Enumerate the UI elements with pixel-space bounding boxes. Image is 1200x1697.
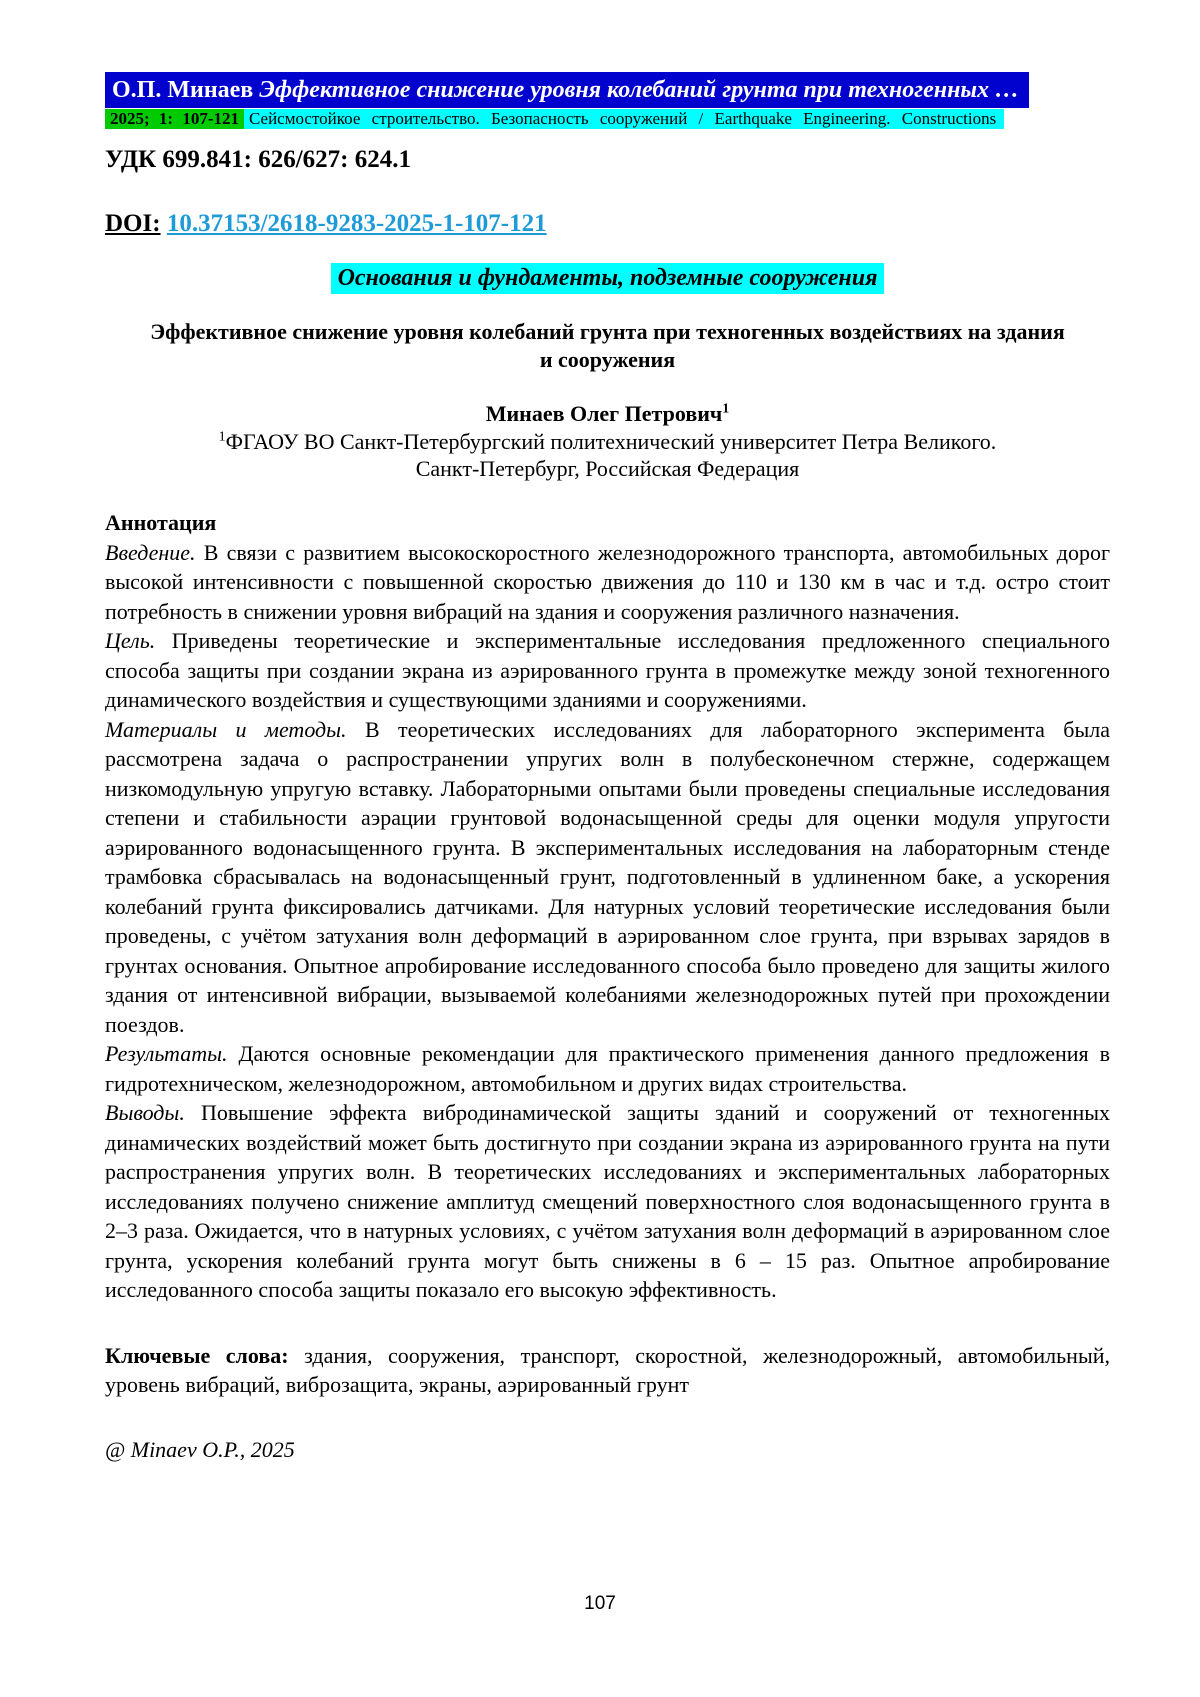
paragraph-text: Приведены теоретические и экспериментальные исследования предложенного специального способа защиты при создании экрана из аэрированного грунта в промежутке между зоной техногенного динамического воздействия и существующими зданиями и сооружениями. bbox=[105, 628, 1110, 712]
affiliation-city: Санкт-Петербург, Российская Федерация bbox=[415, 456, 800, 481]
abstract-paragraph-conclusions bbox=[105, 1098, 1110, 1305]
affiliation-marker: 1 bbox=[218, 429, 226, 445]
running-header-author: О.П. Минаев bbox=[112, 77, 254, 103]
journal-name: Сейсмостойкое строительство. Безопасность сооружений / Earthquake Engineering. Constructions bbox=[244, 109, 1004, 129]
running-header-journal-bar bbox=[105, 108, 1004, 129]
udk-number: УДК 699.841: 626/627: 624.1 bbox=[105, 146, 411, 173]
paragraph-label: Материалы и методы. bbox=[105, 716, 347, 742]
running-header bbox=[105, 72, 1029, 129]
article-title: Эффективное снижение уровня колебаний грунта при техногенных воздействиях на здания и сооружения bbox=[150, 319, 1065, 372]
paragraph-label: Выводы. bbox=[105, 1100, 185, 1125]
paragraph-label: Цель. bbox=[105, 628, 156, 653]
page-number: 107 bbox=[584, 1593, 616, 1614]
doi-label: DOI: bbox=[105, 210, 161, 237]
doi-line bbox=[105, 210, 1110, 238]
keywords-line bbox=[105, 1341, 1110, 1400]
copyright-line: @ Minaev O.P., 2025 bbox=[105, 1436, 295, 1462]
author-affiliation-marker: 1 bbox=[722, 401, 730, 417]
abstract-paragraph-introduction bbox=[105, 538, 1110, 627]
abstract-heading: Аннотация bbox=[105, 510, 217, 535]
paragraph-text: Даются основные рекомендации для практического применения данного предложения в гидротехническом, железнодорожном, автомобильном и других видах строительства. bbox=[105, 1041, 1110, 1096]
running-header-short-title: Эффективное снижение уровня колебаний грунта при техногенных … bbox=[259, 77, 1020, 103]
running-header-title-bar bbox=[105, 72, 1029, 108]
section-heading-line bbox=[105, 265, 1110, 292]
abstract-paragraph-methods bbox=[105, 715, 1110, 1040]
paragraph-text: В теоретических исследованиях для лабораторного эксперимента была рассмотрена задача о распространении упругих волн в полубесконечном стержне, содержащем низкомодульную упругую вставку. Лабораторными опытами были проведены специальные исследования степени и стабильности аэрации грунтовой водонасыщенной среды для оценки модуля упругости аэрированного водонасыщенного грунта. В экспериментальных исследования на лабораторным стенде трамбовка сбрасывалась на водонасыщенный грунт, подготовленный в удлиненном баке, а ускорения колебаний грунта фиксировались датчиками. Для натурных условий теоретические исследования были проведены, с учётом затухания волн деформаций в аэрированном слое грунта, при взрывах зарядов в грунтах основания. Опытное апробирование исследованного способа было проведено для защиты жилого здания от интенсивной вибрации, вызываемой колебаниями железнодорожных путей при прохождении поездов. bbox=[105, 716, 1110, 1037]
author-name: Минаев Олег Петрович bbox=[485, 401, 723, 426]
abstract-paragraph-results bbox=[105, 1039, 1110, 1098]
paragraph-label: Введение. bbox=[105, 539, 196, 565]
abstract-paragraph-aim bbox=[105, 626, 1110, 715]
section-heading: Основания и фундаменты, подземные сооружения bbox=[331, 263, 885, 294]
paragraph-label: Результаты. bbox=[105, 1041, 228, 1066]
doi-link[interactable]: 10.37153/2618-9283-2025-1-107-121 bbox=[166, 210, 547, 237]
abstract-block bbox=[105, 508, 1110, 1305]
paragraph-text: В связи с развитием высокоскоростного железнодорожного транспорта, автомобильных дорог высокой интенсивности с повышенной скоростью движения до 110 и 130 км в час и т.д. остро стоит потребность в снижении уровня вибраций на здания и сооружения различного назначения. bbox=[105, 539, 1111, 624]
affiliation-institution: ФГАОУ ВО Санкт-Петербургский политехнический университет Петра Великого. bbox=[225, 429, 997, 454]
affiliation bbox=[105, 428, 1110, 482]
author-name-line bbox=[105, 401, 1110, 427]
keywords-text: здания, сооружения, транспорт, скоростной, железнодорожный, автомобильный, уровень вибраций, виброзащита, экраны, аэрированный грунт bbox=[105, 1342, 1111, 1397]
issue-badge: 2025; 1: 107-121 bbox=[105, 109, 244, 129]
paragraph-text: Повышение эффекта вибродинамической защиты зданий и сооружений от техногенных динамических воздействий может быть достигнуто при создании экрана из аэрированного грунта на пути распространения упругих волн. В теоретических исследованиях и экспериментальных лабораторных исследованиях получено снижение амплитуд смещений поверхностного слоя водонасыщенного грунта в 2–3 раза. Ожидается, что в натурных условиях, с учётом затухания волн деформаций в аэрированном слое грунта, ускорения колебаний грунта могут быть снижены в 6 – 15 раз. Опытное апробирование исследованного способа защиты показало его высокую эффективность. bbox=[105, 1100, 1111, 1302]
keywords-label: Ключевые слова: bbox=[105, 1342, 289, 1368]
